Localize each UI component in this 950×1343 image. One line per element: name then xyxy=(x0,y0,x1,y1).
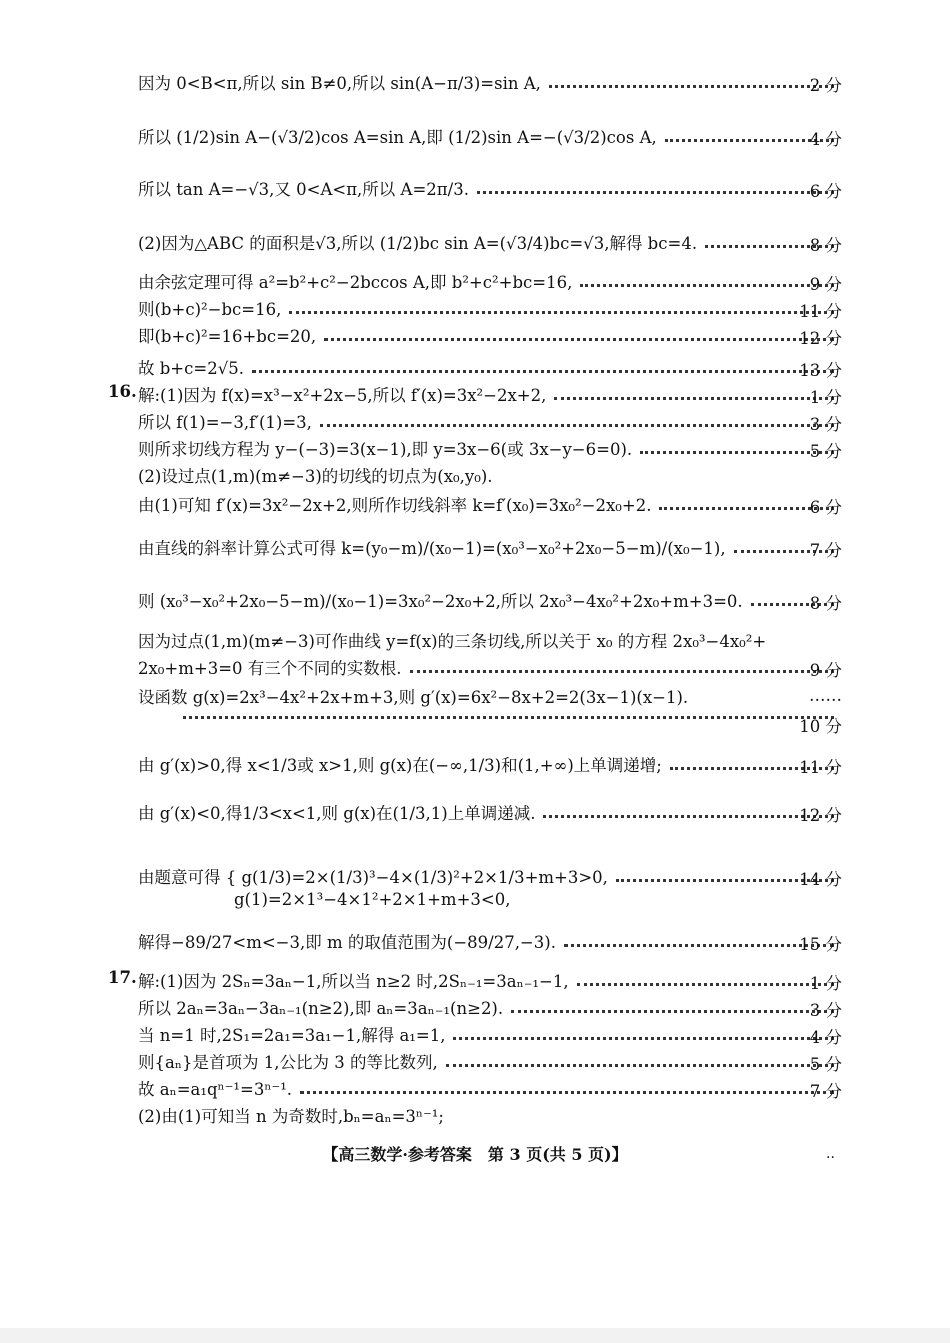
score-label: 11 分 xyxy=(799,302,842,321)
leader-dots xyxy=(580,282,834,287)
solution-line: 由 g′(x)<0,得1/3<x<1,则 g(x)在(1/3,1)上单调递减. xyxy=(138,800,842,824)
solution-line: 则(b+c)²−bc=16, xyxy=(138,296,842,320)
leader-dots xyxy=(300,1089,834,1094)
score-label: 5 分 xyxy=(809,442,842,461)
solution-line: 因为 0<B<π,所以 sin B≠0,所以 sin(A−π/3)=sin A, xyxy=(138,70,842,94)
trailing-ellipsis: …… xyxy=(809,686,842,705)
score-label: 9 分 xyxy=(809,275,842,294)
leader-dots xyxy=(183,714,834,719)
score-label: 12 分 xyxy=(799,329,842,348)
score-label: 14 分 xyxy=(799,870,842,889)
solution-line: 即(b+c)²=16+bc=20, xyxy=(138,323,842,347)
score-label: 12 分 xyxy=(799,806,842,825)
solution-line: 解:(1)因为 f(x)=x³−x²+2x−5,所以 f′(x)=3x²−2x+2, xyxy=(138,382,842,406)
solution-line: 所以 tan A=−√3,又 0<A<π,所以 A=2π/3. xyxy=(138,176,842,200)
score-label: 3 分 xyxy=(809,1001,842,1020)
solution-line: 由直线的斜率计算公式可得 k=(y₀−m)/(x₀−1)=(x₀³−x₀²+2x₀−5−m)/(x₀−1), xyxy=(138,535,842,559)
solution-line: (2)因为△ABC 的面积是√3,所以 (1/2)bc sin A=(√3/4)bc=√3,解得 bc=4. xyxy=(138,230,842,254)
solution-line: 因为过点(1,m)(m≠−3)可作曲线 y=f(x)的三条切线,所以关于 x₀ 的方程 2x₀³−4x₀²+ xyxy=(138,632,767,651)
score-label: 5 分 xyxy=(809,1055,842,1074)
leader-dots xyxy=(665,137,834,142)
footer-mark: .. xyxy=(826,1146,835,1162)
solution-line: 所以 2aₙ=3aₙ−3aₙ₋₁(n≥2),即 aₙ=3aₙ₋₁(n≥2). xyxy=(138,995,842,1019)
leader-dots xyxy=(477,189,834,194)
score-label: 4 分 xyxy=(809,1028,842,1047)
solution-line: 解:(1)因为 2Sₙ=3aₙ−1,所以当 n≥2 时,2Sₙ₋₁=3aₙ₋₁−1, xyxy=(138,968,842,992)
score-label: 15 分 xyxy=(799,935,842,954)
solution-line: 由题意可得 { g(1/3)=2×(1/3)³−4×(1/3)²+2×1/3+m+3>0, xyxy=(138,864,842,888)
score-label: 7 分 xyxy=(809,1082,842,1101)
leader-dots xyxy=(640,449,834,454)
score-label: 4 分 xyxy=(809,130,842,149)
score-label: 3 分 xyxy=(809,415,842,434)
solution-line: 所以 f(1)=−3,f′(1)=3, xyxy=(138,409,842,433)
solution-line: 所以 (1/2)sin A−(√3/2)cos A=sin A,即 (1/2)sin A=−(√3/2)cos A, xyxy=(138,124,842,148)
solution-line: 则所求切线方程为 y−(−3)=3(x−1),即 y=3x−6(或 3x−y−6=0). xyxy=(138,436,842,460)
solution-line: 故 b+c=2√5. xyxy=(138,355,842,379)
leader-dots xyxy=(410,668,834,673)
leader-dots xyxy=(511,1008,834,1013)
solution-line: 设函数 g(x)=2x³−4x²+2x+m+3,则 g′(x)=6x²−8x+2=2(3x−1)(x−1). xyxy=(138,688,689,707)
question-number-16: 16. xyxy=(108,382,137,401)
solution-line: 解得−89/27<m<−3,即 m 的取值范围为(−89/27,−3). xyxy=(138,929,842,953)
score-label: 8 分 xyxy=(809,236,842,255)
score-label: 13 分 xyxy=(799,361,842,380)
leader-dots xyxy=(564,942,834,947)
solution-line xyxy=(175,711,842,716)
solution-line: (2)设过点(1,m)(m≠−3)的切线的切点为(x₀,y₀). xyxy=(138,467,493,486)
solution-line: 由(1)可知 f′(x)=3x²−2x+2,则所作切线斜率 k=f′(x₀)=3x₀²−2x₀+2. xyxy=(138,492,842,516)
score-label: 1 分 xyxy=(809,974,842,993)
score-label: 8 分 xyxy=(809,594,842,613)
solution-line: 2x₀+m+3=0 有三个不同的实数根. xyxy=(138,655,842,679)
leader-dots xyxy=(252,368,834,373)
solution-line: 由余弦定理可得 a²=b²+c²−2bccos A,即 b²+c²+bc=16, xyxy=(138,269,842,293)
leader-dots xyxy=(320,422,834,427)
score-label: 2 分 xyxy=(809,76,842,95)
leader-dots xyxy=(659,505,834,510)
score-label: 9 分 xyxy=(809,661,842,680)
score-label: 11 分 xyxy=(799,758,842,777)
solution-line: 则{aₙ}是首项为 1,公比为 3 的等比数列, xyxy=(138,1049,842,1073)
solution-line: (2)由(1)可知当 n 为奇数时,bₙ=aₙ=3ⁿ⁻¹; xyxy=(138,1107,444,1126)
page-footer: 【高三数学·参考答案 第 3 页(共 5 页)】 xyxy=(322,1145,628,1164)
solution-line: 则 (x₀³−x₀²+2x₀−5−m)/(x₀−1)=3x₀²−2x₀+2,所以 2x₀³−4x₀²+2x₀+m+3=0. xyxy=(138,588,842,612)
score-label: 6 分 xyxy=(809,182,842,201)
score-label: 7 分 xyxy=(809,541,842,560)
solution-line: 由 g′(x)>0,得 x<1/3或 x>1,则 g(x)在(−∞,1/3)和(1,+∞)上单调递增; xyxy=(138,752,842,776)
question-number-17: 17. xyxy=(108,968,137,987)
score-label: 10 分 xyxy=(799,717,842,736)
leader-dots xyxy=(549,83,834,88)
leader-dots xyxy=(446,1062,834,1067)
solution-line: 当 n=1 时,2S₁=2a₁=3a₁−1,解得 a₁=1, xyxy=(138,1022,842,1046)
score-label: 6 分 xyxy=(809,498,842,517)
leader-dots xyxy=(324,336,834,341)
scan-bottom-band xyxy=(0,1328,950,1343)
leader-dots xyxy=(577,981,834,986)
leader-dots xyxy=(543,813,834,818)
leader-dots xyxy=(289,309,834,314)
leader-dots xyxy=(453,1035,834,1040)
score-label: 1 分 xyxy=(809,388,842,407)
solution-line: g(1)=2×1³−4×1²+2×1+m+3<0, xyxy=(234,890,511,909)
leader-dots xyxy=(554,395,834,400)
solution-line: 故 aₙ=a₁qⁿ⁻¹=3ⁿ⁻¹. xyxy=(138,1076,842,1100)
